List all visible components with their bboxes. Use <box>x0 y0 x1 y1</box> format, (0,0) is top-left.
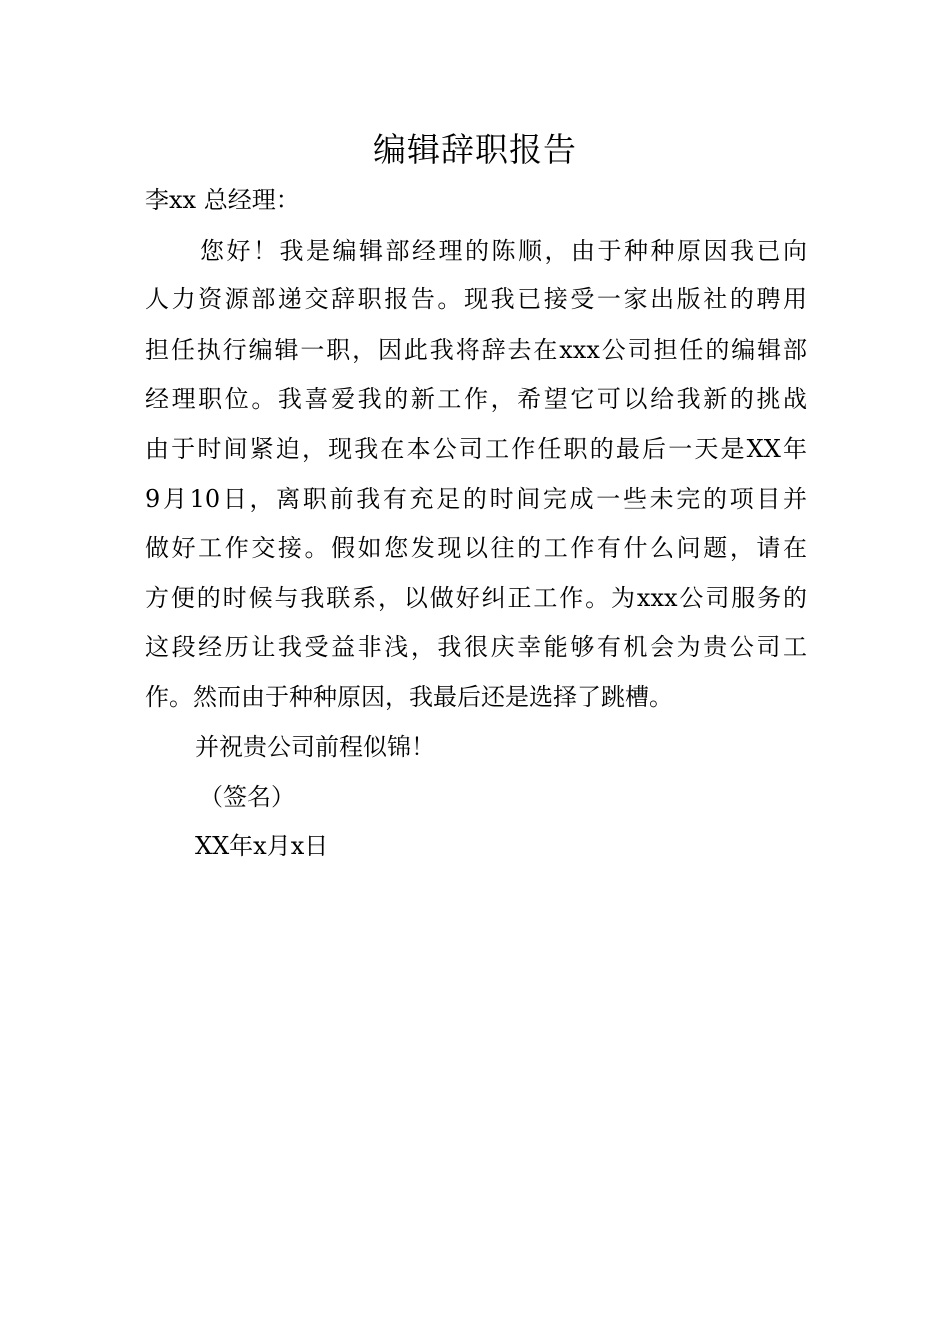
body-line-4: 经理职位。我喜爱我的新工作，希望它可以给我新的挑战 <box>145 385 807 413</box>
body-line-8: 方便的时候与我联系，以做好纠正工作。为xxx公司服务的 <box>145 584 807 612</box>
date-line: XX年x月x日 <box>195 832 329 860</box>
body-line-6: 9月10日，离职前我有充足的时间完成一些未完的项目并 <box>145 485 807 513</box>
body-line-2: 人力资源部递交辞职报告。现我已接受一家出版社的聘用 <box>145 285 807 313</box>
body-line-3: 担任执行编辑一职，因此我将辞去在xxx公司担任的编辑部 <box>145 336 807 364</box>
salutation: 李xx 总经理： <box>145 186 300 214</box>
closing-wish: 并祝贵公司前程似锦！ <box>195 733 435 761</box>
body-line-1: 您好！我是编辑部经理的陈顺，由于种种原因我已向 <box>200 237 807 265</box>
body-line-5: 由于时间紧迫，现我在本公司工作任职的最后一天是XX年 <box>145 435 807 463</box>
body-line-9: 这段经历让我受益非浅，我很庆幸能够有机会为贵公司工 <box>145 633 807 661</box>
body-line-10: 作。然而由于种种原因，我最后还是选择了跳槽。 <box>145 683 673 711</box>
signature-line: （签名） <box>199 783 295 811</box>
body-line-7: 做好工作交接。假如您发现以往的工作有什么问题，请在 <box>145 534 807 562</box>
document-title: 编辑辞职报告 <box>373 130 577 169</box>
